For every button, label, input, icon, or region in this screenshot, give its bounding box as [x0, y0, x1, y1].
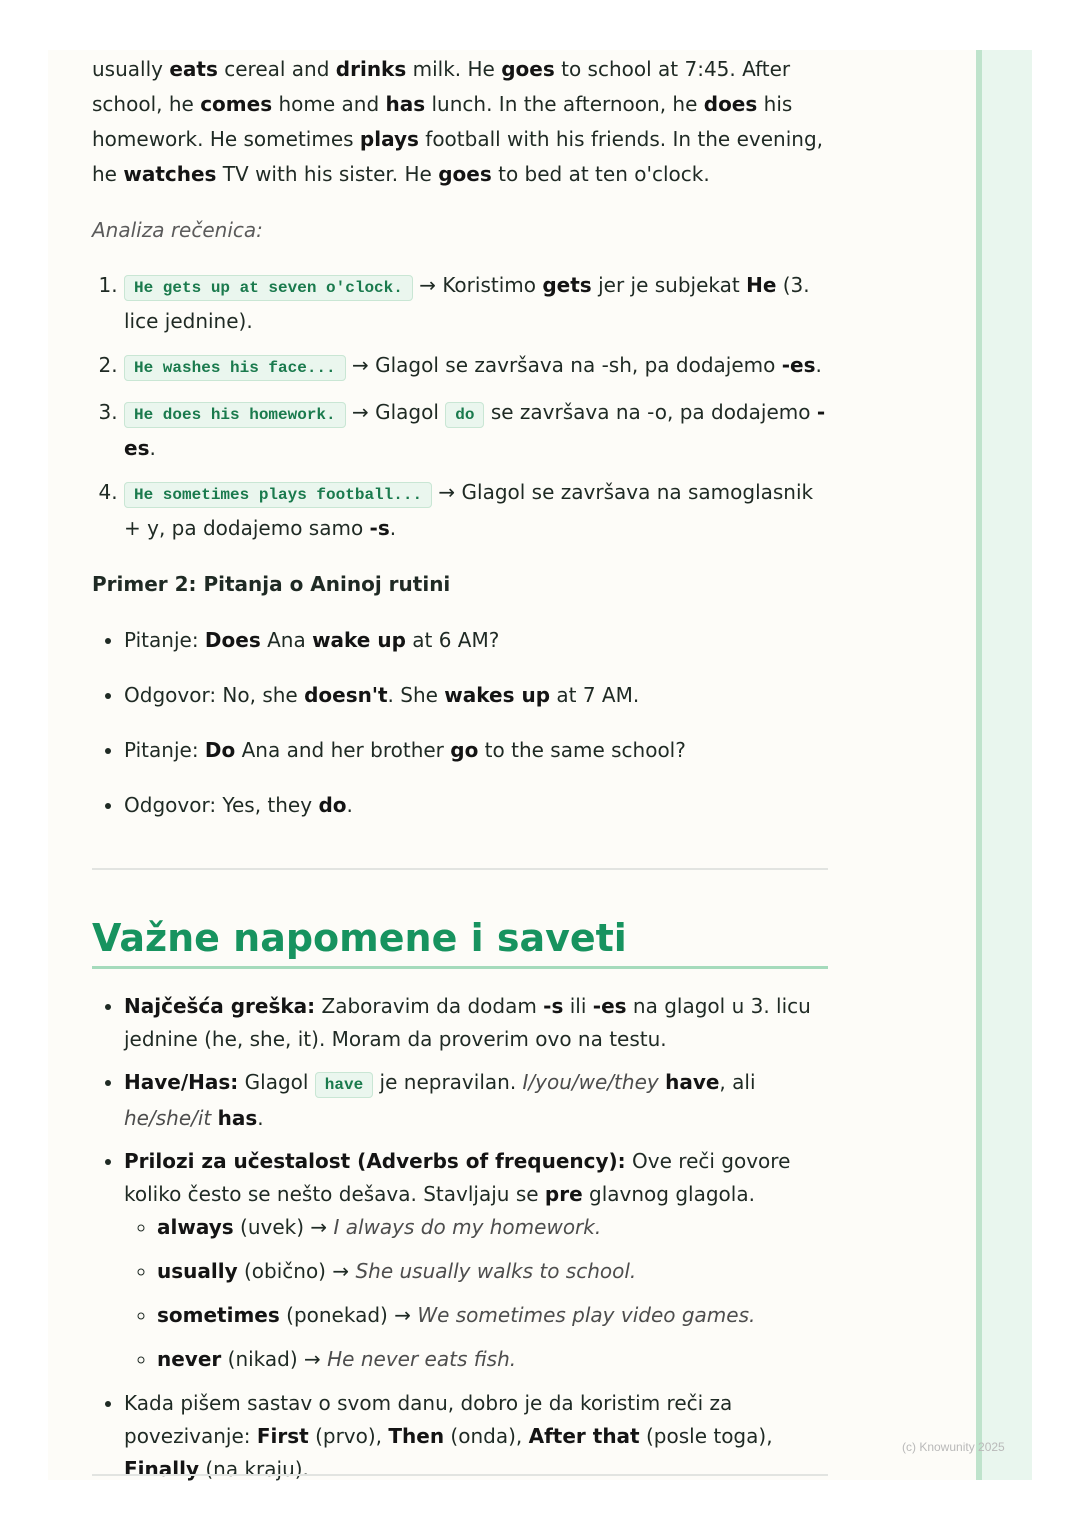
italic-example: We sometimes play video games. [417, 1303, 756, 1327]
text-run: , ali [719, 1070, 756, 1094]
text-run: (prvo), [308, 1424, 389, 1448]
text-run: (onda), [444, 1424, 529, 1448]
tip-item [124, 1387, 828, 1486]
bold-term: -s [369, 516, 390, 540]
code-snippet: have [315, 1072, 373, 1098]
analysis-list [92, 269, 828, 545]
bold-term: comes [200, 92, 273, 116]
text-run: ili [563, 994, 593, 1018]
bold-term: have [665, 1070, 720, 1094]
qa-item [124, 788, 828, 823]
bold-term: Najčešća greška: [124, 994, 316, 1018]
text-run: to the same school? [478, 738, 686, 762]
bold-term: pre [544, 1182, 583, 1206]
text-run: → Glagol se završava na -sh, pa dodajemo [345, 353, 782, 377]
bold-term: does [703, 92, 758, 116]
bold-term: usually [157, 1259, 238, 1283]
qa-item [124, 623, 828, 658]
text-run: football with his friends. In the evening, he [92, 127, 824, 186]
text-run: TV with his sister. He [216, 162, 439, 186]
document-content [92, 52, 828, 1496]
bold-term: Finally [124, 1457, 199, 1481]
bold-term: Prilozi za učestalost (Adverbs of frequency): [124, 1149, 626, 1173]
bold-term: gets [542, 273, 592, 297]
text-run: his homework. He sometimes [92, 92, 793, 151]
text-run: na glagol u 3. licu jednine (he, she, it). Moram da proverim ovo na testu. [124, 994, 811, 1051]
bold-term: goes [438, 162, 492, 186]
bold-term: He [746, 273, 777, 297]
footer-divider [92, 1474, 828, 1476]
bold-term: Have/Has: [124, 1070, 239, 1094]
text-run: je nepravilan. [373, 1070, 523, 1094]
text-run: lunch. In the afternoon, he [425, 92, 704, 116]
text-run: (posle toga), [639, 1424, 773, 1448]
text-run: . [257, 1106, 264, 1130]
bold-term: -es [124, 400, 826, 460]
italic-example: She usually walks to school. [355, 1259, 637, 1283]
code-snippet: He washes his face... [124, 355, 346, 381]
qa-item [124, 733, 828, 768]
bold-term: eats [169, 57, 218, 81]
text-run: se završava na -o, pa dodajemo [484, 400, 817, 424]
text-run: (obično) → [237, 1259, 356, 1283]
bold-term: plays [359, 127, 419, 151]
text-run: Kada pišem sastav o svom danu, dobro je da koristim reči za povezivanje: [124, 1391, 733, 1448]
bold-term: Does [204, 628, 261, 652]
text-run: Ana [260, 628, 313, 652]
text-run: at 6 AM? [405, 628, 500, 652]
text-run: . [389, 516, 397, 540]
text-run: milk. He [406, 57, 502, 81]
bold-term: Then [388, 1424, 445, 1448]
bold-term: After that [528, 1424, 640, 1448]
bold-term: First [256, 1424, 309, 1448]
text-run: → Glagol se završava na samoglasnik + y, pa dodajemo samo [124, 480, 814, 540]
italic-example: I always do my homework. [333, 1215, 602, 1239]
frequency-item [157, 1255, 828, 1288]
text-run: . [346, 793, 353, 817]
text-run: usually [92, 57, 170, 81]
analysis-item [124, 476, 828, 545]
bold-term: always [157, 1215, 234, 1239]
qa-list [92, 623, 828, 823]
analysis-item [124, 349, 828, 385]
example-title: Primer 2: Pitanja o Aninoj rutini [92, 572, 451, 596]
text-run: Pitanje: [124, 628, 205, 652]
bold-term: -s [543, 994, 564, 1018]
bold-term: -es [592, 994, 627, 1018]
bold-term: goes [501, 57, 555, 81]
text-run: (uvek) → [233, 1215, 334, 1239]
analysis-item [124, 396, 828, 465]
text-run: (nikad) → [221, 1347, 328, 1371]
text-run: at 7 AM. [550, 683, 640, 707]
tip-item [124, 1066, 828, 1135]
intro-paragraph [92, 52, 828, 192]
text-run: . [815, 353, 822, 377]
text-run: (3. lice jednine). [124, 273, 810, 333]
bold-term: has [217, 1106, 258, 1130]
frequency-item [157, 1299, 828, 1332]
frequency-item [157, 1211, 828, 1244]
bold-term: go [450, 738, 479, 762]
italic-example: I/you/we/they [522, 1070, 659, 1094]
analysis-label: Analiza rečenica: [92, 218, 263, 242]
text-run: Pitanje: [124, 738, 205, 762]
italic-example: he/she/it [124, 1106, 212, 1130]
code-snippet: do [445, 402, 484, 428]
text-run: Zaboravim da dodam [315, 994, 544, 1018]
text-run: to bed at ten o'clock. [491, 162, 710, 186]
text-run: . She [387, 683, 445, 707]
bold-term: wake up [312, 628, 406, 652]
tip-item-text [124, 1149, 790, 1206]
bold-term: wakes up [444, 683, 551, 707]
tip-item [124, 990, 828, 1056]
text-run: Odgovor: Yes, they [124, 793, 319, 817]
section-title: Važne napomene i saveti [92, 916, 627, 960]
bold-term: watches [123, 162, 217, 186]
side-panel [982, 50, 1032, 1480]
text-run: Glagol [238, 1070, 315, 1094]
code-snippet: He does his homework. [124, 402, 346, 428]
text-run: (na kraju). [199, 1457, 309, 1481]
text-run: jer je subjekat [591, 273, 747, 297]
text-run: (ponekad) → [279, 1303, 418, 1327]
bold-term: has [385, 92, 426, 116]
text-run: Ove reči govore koliko često se nešto dešava. Stavljaju se [124, 1149, 791, 1206]
frequency-item [157, 1343, 828, 1376]
bold-term: doesn't [304, 683, 388, 707]
copyright-text: (c) Knowunity 2025 [902, 1440, 1005, 1454]
qa-item [124, 678, 828, 713]
text-run: → Koristimo [412, 273, 543, 297]
text-run: cereal and [217, 57, 336, 81]
code-snippet: He sometimes plays football... [124, 482, 432, 508]
tips-list [92, 990, 828, 1486]
bold-term: -es [781, 353, 816, 377]
tip-item [124, 1145, 828, 1376]
analysis-item [124, 269, 828, 338]
bold-term: sometimes [157, 1303, 280, 1327]
bold-term: do [318, 793, 347, 817]
code-snippet: He gets up at seven o'clock. [124, 275, 413, 301]
italic-example: He never eats fish. [327, 1347, 517, 1371]
text-run: to school at 7:45. After school, he [92, 57, 791, 116]
bold-term: Do [204, 738, 236, 762]
text-run: Odgovor: No, she [124, 683, 305, 707]
text-run: Ana and her brother [235, 738, 451, 762]
bold-term: never [157, 1347, 222, 1371]
text-run: home and [272, 92, 386, 116]
text-run: → Glagol [345, 400, 446, 424]
text-run: . [149, 436, 156, 460]
bold-term: drinks [335, 57, 407, 81]
frequency-list [124, 1211, 828, 1376]
text-run: glavnog glagola. [582, 1182, 755, 1206]
